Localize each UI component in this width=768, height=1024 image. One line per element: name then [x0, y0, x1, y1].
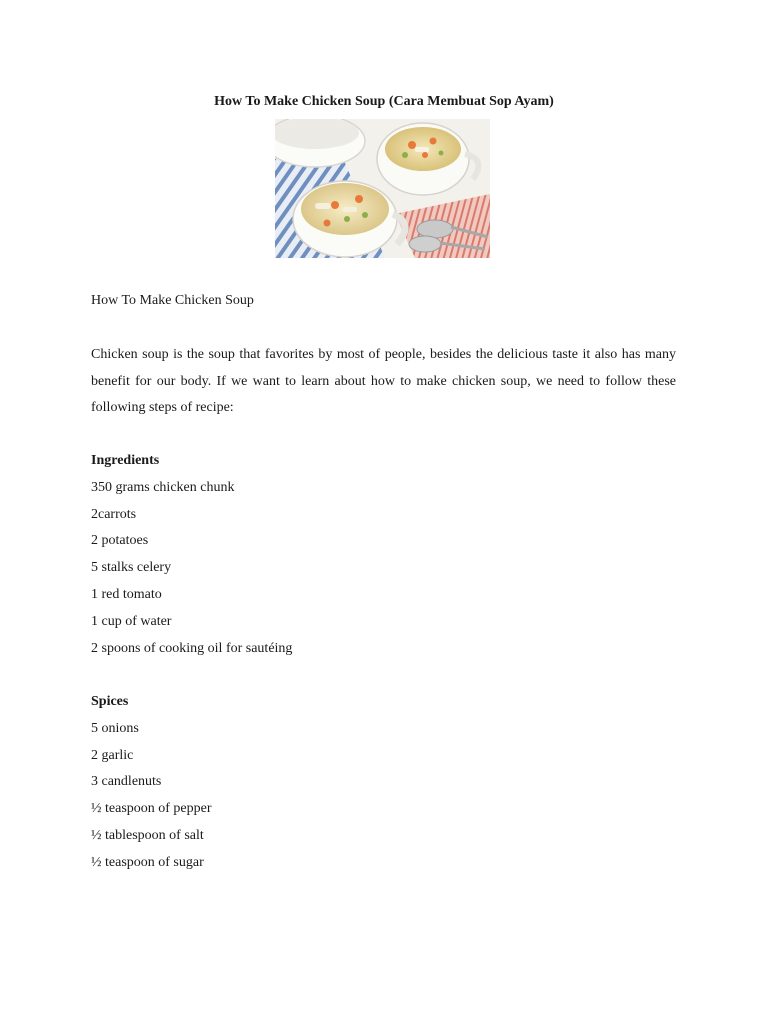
list-item: 2carrots	[91, 506, 137, 522]
spices-section	[91, 689, 212, 877]
list-item: 3 candlenuts	[91, 774, 162, 790]
list-item: ½ tablespoon of salt	[91, 827, 204, 843]
spices-list	[91, 716, 212, 877]
list-item: 5 stalks celery	[91, 560, 172, 576]
section-subheading: How To Make Chicken Soup	[91, 293, 254, 308]
list-item: 2 garlic	[91, 747, 134, 763]
chicken-soup-photo	[275, 119, 490, 258]
list-item: 2 spoons of cooking oil for sautéing	[91, 640, 293, 656]
list-item: 1 cup of water	[91, 613, 172, 629]
list-item: 2 potatoes	[91, 533, 149, 549]
list-item: ½ teaspoon of sugar	[91, 854, 204, 870]
ingredients-list	[91, 475, 292, 663]
spices-heading: Spices	[91, 694, 129, 709]
intro-paragraph: Chicken soup is the soup that favorites by most of people, besides the delicious taste it also has many benefit for our body. If we want to learn about how to make chicken soup, we need to follow these following steps of recipe:	[91, 347, 676, 415]
ingredients-section	[91, 448, 292, 662]
list-item: 5 onions	[91, 720, 139, 736]
list-item: 1 red tomato	[91, 586, 162, 602]
ingredients-heading: Ingredients	[91, 453, 160, 468]
list-item: 350 grams chicken chunk	[91, 479, 235, 495]
list-item: ½ teaspoon of pepper	[91, 801, 212, 817]
document-title: How To Make Chicken Soup (Cara Membuat Sop Ayam)	[214, 94, 554, 109]
